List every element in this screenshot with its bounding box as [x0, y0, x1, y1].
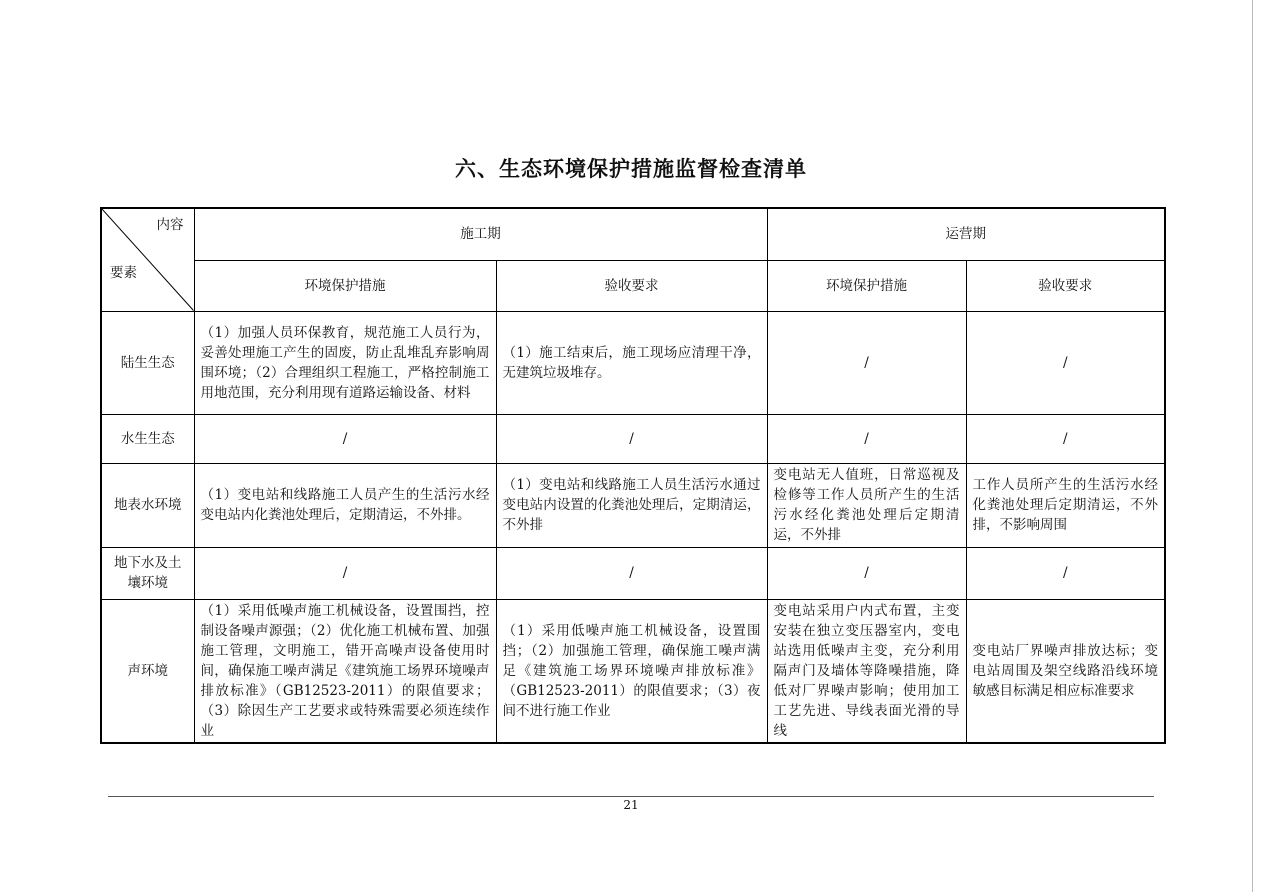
table-cell: （1）变电站和线路施工人员生活污水通过变电站内设置的化粪池处理后，定期清运，不外排: [496, 463, 767, 547]
table-cell: /: [194, 414, 496, 463]
row-label: 地表水环境: [101, 463, 194, 547]
corner-label-content: 内容: [156, 217, 184, 233]
row-label: 地下水及土壤环境: [101, 547, 194, 599]
table-cell: /: [767, 311, 966, 414]
corner-header-cell: [101, 208, 194, 311]
column-header-construction-measures: 环境保护措施: [194, 260, 496, 311]
table-row-acoustic: [101, 599, 1165, 743]
table-cell: /: [496, 547, 767, 599]
table-cell: /: [966, 414, 1165, 463]
supervision-checklist-table: [100, 207, 1166, 744]
page-title: 六、生态环境保护措施监督检查清单: [455, 157, 807, 181]
header-row-columns: [101, 260, 1165, 311]
row-label: 声环境: [101, 599, 194, 743]
table-cell: 工作人员所产生的生活污水经化粪池处理后定期清运，不外排，不影响周围: [966, 463, 1165, 547]
table-cell: /: [966, 311, 1165, 414]
column-header-operation-measures: 环境保护措施: [767, 260, 966, 311]
phase-header-construction: 施工期: [194, 208, 767, 260]
column-header-operation-acceptance: 验收要求: [966, 260, 1165, 311]
page-edge-line: [1252, 0, 1253, 892]
table-cell: 变电站采用户内式布置，主变安装在独立变压器室内，变电站选用低噪声主变，充分利用隔声门及墙体等降噪措施，降低对厂界噪声影响；使用加工工艺先进、导线表面光滑的导线: [767, 599, 966, 743]
table-cell: （1）加强人员环保教育，规范施工人员行为，妥善处理施工产生的固废，防止乱堆乱弃影响周围环境；（2）合理组织工程施工，严格控制施工用地范围，充分利用现有道路运输设备、材料: [194, 311, 496, 414]
table-cell: /: [194, 547, 496, 599]
phase-header-operation: 运营期: [767, 208, 1165, 260]
table-cell: 变电站厂界噪声排放达标；变电站周围及架空线路沿线环境敏感目标满足相应标准要求: [966, 599, 1165, 743]
table-cell: （1）采用低噪声施工机械设备，设置围挡；（2）加强施工管理，确保施工噪声满足《建筑施工场界环境噪声排放标准》（GB12523-2011）的限值要求；（3）夜间不进行施工作业: [496, 599, 767, 743]
table-cell: /: [966, 547, 1165, 599]
header-row-phases: [101, 208, 1165, 260]
row-label: 陆生生态: [101, 311, 194, 414]
table-row-terrestrial-ecology: [101, 311, 1165, 414]
footer-divider: [108, 796, 1154, 797]
table-cell: （1）施工结束后，施工现场应清理干净，无建筑垃圾堆存。: [496, 311, 767, 414]
table-cell: （1）采用低噪声施工机械设备，设置围挡，控制设备噪声源强；（2）优化施工机械布置、加强施工管理，文明施工，错开高噪声设备使用时间，确保施工噪声满足《建筑施工场界环境噪声排放标准》（GB12523-2011）的限值要求；（3）除因生产工艺要求或特殊需要必须连续作业: [194, 599, 496, 743]
table-cell: /: [496, 414, 767, 463]
corner-label-element: 要素: [110, 265, 137, 281]
table-cell: 变电站无人值班，日常巡视及检修等工作人员所产生的生活污水经化粪池处理后定期清运，不外排: [767, 463, 966, 547]
row-label: 水生生态: [101, 414, 194, 463]
table-cell: （1）变电站和线路施工人员产生的生活污水经变电站内化粪池处理后，定期清运，不外排。: [194, 463, 496, 547]
table-row-surface-water: [101, 463, 1165, 547]
table-row-groundwater-soil: [101, 547, 1165, 599]
table-cell: /: [767, 547, 966, 599]
page-number: 21: [623, 798, 639, 812]
table-row-aquatic-ecology: [101, 414, 1165, 463]
table-cell: /: [767, 414, 966, 463]
column-header-construction-acceptance: 验收要求: [496, 260, 767, 311]
